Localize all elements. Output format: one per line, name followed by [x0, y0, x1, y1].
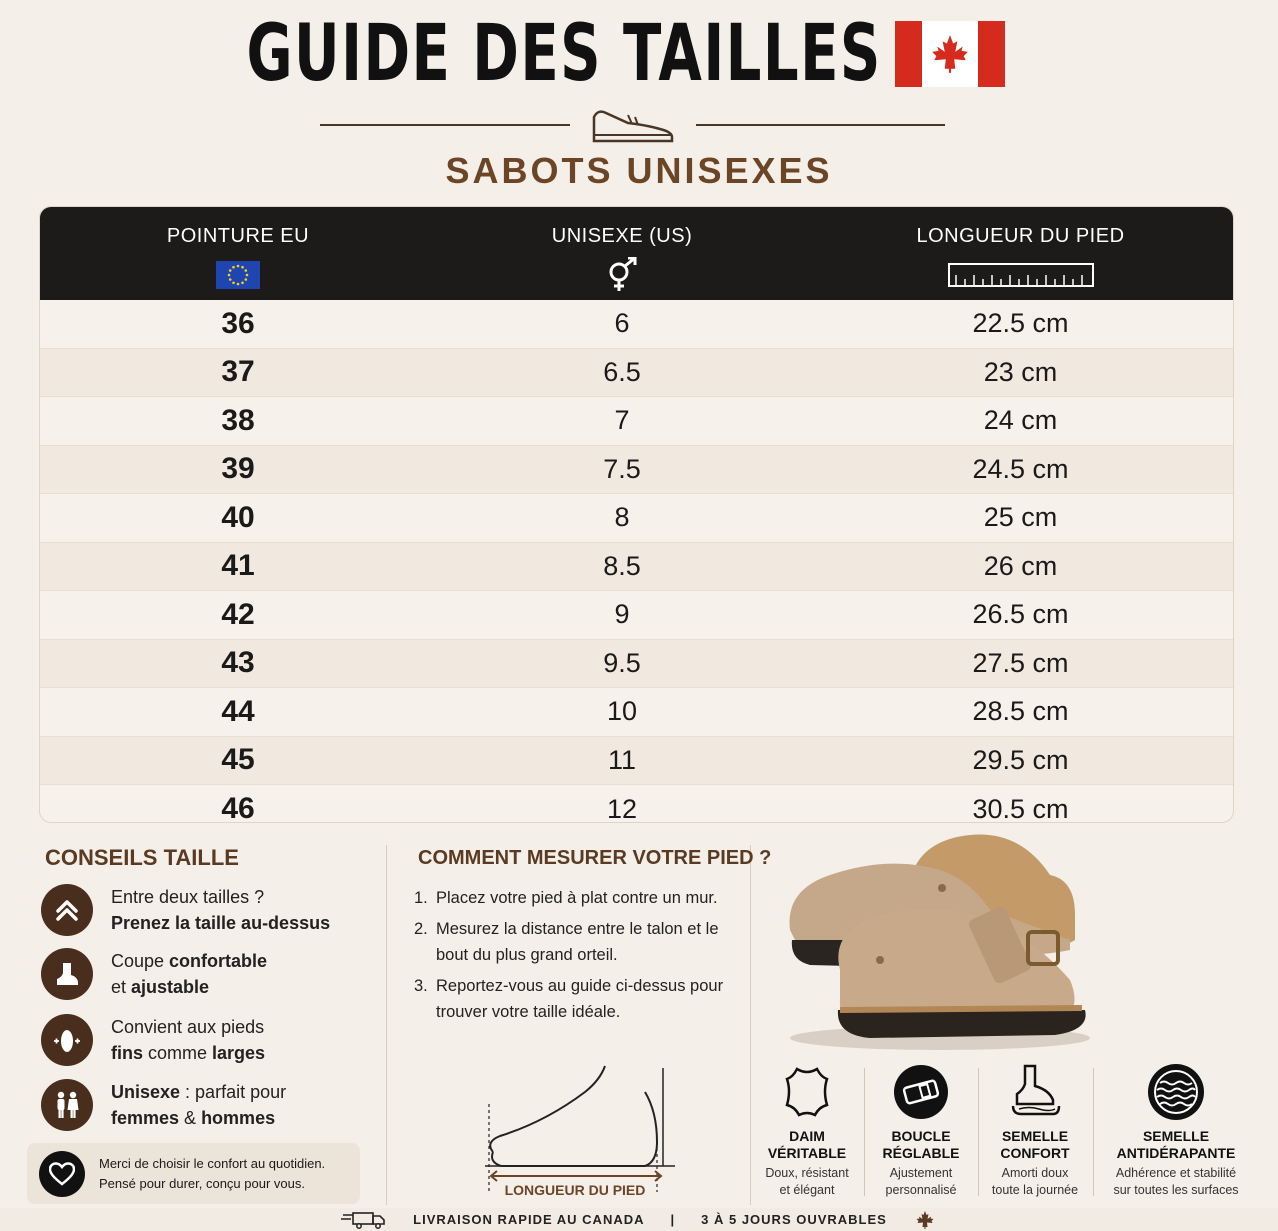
leather-icon: [783, 1062, 831, 1122]
cell-us-size: 10: [606, 696, 638, 727]
feature-divider: [864, 1068, 865, 1196]
feature-antislip-sole: [1100, 1062, 1252, 1199]
tip-text-bold: fins: [111, 1043, 144, 1063]
ruler-icon: [948, 263, 1094, 287]
canada-flag-icon: [895, 21, 1005, 87]
delivery-truck-icon: [341, 1211, 387, 1229]
tip-text-bold: confortable: [169, 951, 268, 971]
table-row: [40, 446, 1233, 495]
tip-item-fit: [41, 948, 267, 1000]
cell-foot-length: 23 cm: [983, 356, 1058, 387]
page-subtitle: SABOTS UNISEXES: [445, 150, 833, 191]
feature-desc: Adhérence et stabilité sur toutes les surfaces: [1113, 1166, 1239, 1197]
unisex-symbol-icon: [605, 257, 639, 293]
cell-eu-size: 38: [221, 403, 255, 437]
table-row: [40, 737, 1233, 786]
tip-text-bold: femmes: [111, 1108, 180, 1128]
foot-length-label: LONGUEUR DU PIED: [504, 1182, 646, 1198]
footer-shipping-bar: [0, 1208, 1278, 1231]
col-header-label: UNISEXE (US): [551, 225, 693, 247]
tip-text: Coupe: [111, 951, 170, 971]
comfort-sole-icon: [1009, 1062, 1061, 1122]
tip-item-size-up: [41, 884, 330, 936]
tip-text: et: [111, 977, 132, 997]
table-row: [40, 300, 1233, 349]
measure-step: [414, 916, 734, 968]
step-number: 2.: [414, 920, 428, 938]
cell-foot-length: 26.5 cm: [972, 599, 1069, 630]
cell-us-size: 6: [614, 308, 630, 339]
feature-desc: Ajustement personnalisé: [885, 1166, 957, 1197]
cell-us-size: 11: [607, 744, 637, 775]
foot-icon: [41, 948, 93, 1000]
table-row: [40, 688, 1233, 737]
eu-flag-icon: [216, 261, 260, 289]
col-header-label: LONGUEUR DU PIED: [916, 225, 1125, 247]
tip-text-bold: Prenez la taille au-dessus: [111, 913, 331, 933]
cell-eu-size: 45: [221, 743, 255, 777]
footer-shipping-text: LIVRAISON RAPIDE AU CANADA: [413, 1212, 645, 1227]
measure-step: [414, 885, 734, 911]
col-header-us: [436, 207, 808, 300]
feature-name: DAIM VÉRITABLE: [767, 1128, 847, 1161]
thanks-banner: [27, 1143, 360, 1204]
col-header-length: [808, 207, 1233, 300]
feature-name: SEMELLE CONFORT: [1000, 1128, 1070, 1161]
cell-us-size: 8.5: [603, 550, 641, 581]
tip-item-width: [41, 1014, 265, 1066]
foot-measure-diagram: [475, 1062, 685, 1202]
table-row: [40, 397, 1233, 446]
thanks-text: Pensé pour durer, conçu pour vous.: [99, 1175, 305, 1191]
tip-text-bold: ajustable: [131, 977, 210, 997]
cell-us-size: 6.5: [603, 356, 641, 387]
heart-icon: [39, 1151, 85, 1197]
step-text: Reportez-vous au guide ci-dessus pour trouver votre taille idéale.: [436, 977, 724, 1021]
step-number: 3.: [414, 977, 428, 995]
cell-us-size: 9: [614, 599, 630, 630]
cell-foot-length: 28.5 cm: [972, 696, 1069, 727]
thanks-text: Merci de choisir le confort au quotidien.: [99, 1155, 326, 1171]
table-body: [40, 300, 1233, 823]
cell-eu-size: 36: [221, 306, 255, 340]
cell-foot-length: 27.5 cm: [972, 647, 1069, 678]
feature-name: SEMELLE ANTIDÉRAPANTE: [1116, 1128, 1236, 1161]
clog-product-image: [770, 820, 1100, 1060]
step-text: Mesurez la distance entre le talon et le bout du plus grand orteil.: [436, 920, 719, 964]
table-row: [40, 494, 1233, 543]
tips-title: CONSEILS TAILLE: [45, 845, 239, 870]
step-text: Placez votre pied à plat contre un mur.: [436, 889, 718, 907]
cell-eu-size: 44: [221, 694, 255, 728]
feature-divider: [1093, 1068, 1094, 1196]
feature-adjustable-buckle: [876, 1062, 966, 1199]
tip-text: Entre deux tailles ?: [111, 887, 265, 907]
tip-text-bold: hommes: [201, 1108, 276, 1128]
buckle-icon: [893, 1062, 949, 1122]
cell-eu-size: 40: [221, 500, 255, 534]
tip-text: comme: [143, 1043, 213, 1063]
title-divider: [320, 100, 945, 150]
tip-text: &: [179, 1108, 202, 1128]
col-header-label: POINTURE EU: [166, 225, 310, 247]
table-row: [40, 349, 1233, 398]
table-header: [40, 207, 1233, 300]
tip-text-bold: larges: [212, 1043, 266, 1063]
table-row: [40, 543, 1233, 592]
feature-divider: [978, 1068, 979, 1196]
title-row: [0, 4, 1278, 104]
cell-foot-length: 24.5 cm: [972, 453, 1069, 484]
cell-eu-size: 46: [221, 792, 255, 823]
cell-us-size: 8: [614, 502, 630, 533]
foot-width-icon: [41, 1014, 93, 1066]
feature-comfort-sole: [982, 1062, 1088, 1199]
cell-us-size: 7.5: [603, 453, 641, 484]
antislip-icon: [1147, 1062, 1205, 1122]
table-row: [40, 785, 1233, 823]
cell-us-size: 9.5: [603, 647, 641, 678]
table-row: [40, 640, 1233, 689]
cell-us-size: 12: [606, 793, 638, 823]
maple-leaf-icon: [913, 1210, 937, 1230]
step-number: 1.: [414, 889, 428, 907]
feature-genuine-suede: [762, 1062, 852, 1199]
cell-foot-length: 26 cm: [983, 550, 1058, 581]
measure-title: COMMENT MESURER VOTRE PIED ?: [418, 847, 772, 869]
cell-foot-length: 22.5 cm: [972, 308, 1069, 339]
shoe-outline-icon: [588, 103, 678, 147]
cell-eu-size: 37: [221, 355, 255, 389]
couple-icon: [41, 1079, 93, 1131]
feature-name: BOUCLE RÉGLABLE: [882, 1128, 960, 1161]
size-table: [39, 206, 1234, 823]
footer-delay-text: 3 À 5 JOURS OUVRABLES: [701, 1212, 887, 1227]
cell-foot-length: 25 cm: [983, 502, 1058, 533]
page-title: GUIDE DES TAILLES: [246, 9, 882, 99]
tip-item-unisex: [41, 1079, 286, 1131]
feature-desc: Amorti doux toute la journée: [991, 1166, 1079, 1197]
tip-text: Convient aux pieds: [111, 1017, 265, 1037]
cell-eu-size: 39: [221, 452, 255, 486]
cell-foot-length: 24 cm: [983, 405, 1058, 436]
tip-text-bold: Unisexe: [111, 1082, 181, 1102]
cell-eu-size: 43: [221, 646, 255, 680]
cell-eu-size: 42: [221, 597, 255, 631]
tip-text: : parfait pour: [180, 1082, 287, 1102]
feature-desc: Doux, résistant et élégant: [765, 1166, 849, 1197]
cell-foot-length: 29.5 cm: [972, 744, 1069, 775]
double-chevron-up-icon: [41, 884, 93, 936]
section-divider: [750, 845, 751, 1205]
footer-separator: |: [670, 1212, 676, 1227]
col-header-eu: [40, 207, 436, 300]
cell-us-size: 7: [614, 405, 630, 436]
cell-eu-size: 41: [221, 549, 255, 583]
table-row: [40, 591, 1233, 640]
section-divider: [386, 845, 387, 1205]
measure-step: [414, 973, 734, 1025]
measure-steps: [414, 885, 734, 1030]
cell-foot-length: 30.5 cm: [972, 793, 1069, 823]
